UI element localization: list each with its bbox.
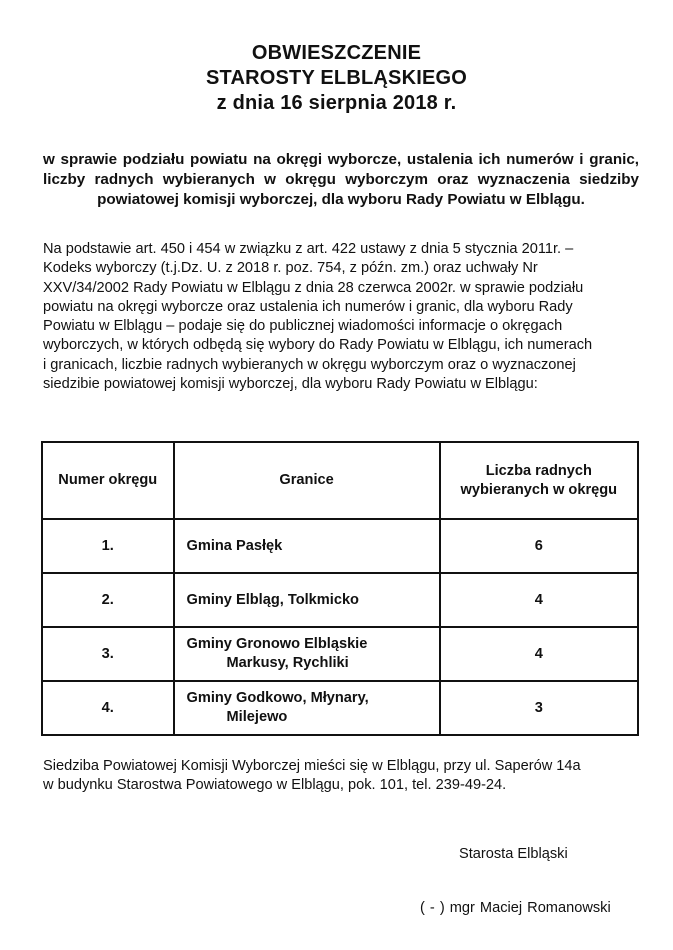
intro-line: Powiatu w Elblągu – podaje się do publicznej wiadomości informacje o okręgach — [43, 318, 563, 335]
district-seats: 3 — [440, 681, 638, 735]
footer-line: Siedziba Powiatowej Komisji Wyborczej mieści się w Elblągu, przy ul. Saperów 14a — [43, 758, 581, 774]
table-row — [42, 573, 638, 627]
header-seats — [440, 442, 638, 519]
table-row — [42, 519, 638, 573]
district-number: 2. — [42, 573, 174, 627]
table-header-row — [42, 442, 638, 519]
subject-paragraph: w sprawie podziału powiatu na okręgi wyborcze, ustalenia ich numerów i granic, liczby radnych wybieranych w okręgu wyborczym oraz wyznaczenia siedziby powiatowej komisji wyborczej, dla wyboru Rady Powiatu w Elblągu. — [43, 151, 639, 208]
district-seats: 4 — [440, 627, 638, 681]
signature-title: Starosta Elbląski — [459, 846, 568, 862]
district-bounds — [174, 519, 440, 573]
issue-date: z dnia 16 sierpnia 2018 r. — [216, 92, 457, 114]
district-bounds-line1: Gminy Elbląg, Tolkmicko — [186, 591, 359, 608]
district-seats: 4 — [440, 573, 638, 627]
district-bounds-line2: Milejewo — [226, 709, 288, 725]
table-row — [42, 681, 638, 735]
commission-seat-paragraph — [43, 757, 639, 796]
district-number: 1. — [42, 519, 174, 573]
intro-paragraph — [43, 240, 639, 394]
intro-line: Na podstawie art. 450 i 454 w związku z art. 422 ustawy z dnia 5 stycznia 2011r. – — [43, 241, 574, 257]
footer-line: w budynku Starostwa Powiatowego w Elblągu, pok. 101, tel. 239-49-24. — [43, 777, 507, 794]
header-number: Numer okręgu — [42, 442, 174, 519]
district-bounds-line1: Gminy Godkowo, Młynary, — [186, 690, 369, 706]
header-seats-line2: wybieranych w okręgu — [460, 481, 618, 498]
table-row — [42, 627, 638, 681]
district-bounds-line1: Gminy Gronowo Elbląskie — [186, 636, 368, 652]
intro-line: wyborczych, w których odbędą się wybory do Rady Powiatu w Elblągu, ich numerach — [43, 337, 593, 354]
districts-table — [41, 441, 639, 736]
district-bounds-line2: Markusy, Rychliki — [226, 655, 349, 671]
intro-line: siedzibie powiatowej komisji wyborczej, dla wyboru Rady Powiatu w Elblągu: — [43, 376, 538, 393]
header-bounds: Granice — [174, 442, 440, 519]
intro-line: i granicach, liczbie radnych wybieranych w okręgu wyborczym oraz o wyznaczonej — [43, 356, 576, 373]
header-seats-line1: Liczba radnych — [485, 462, 592, 479]
intro-line: powiatu na okręgi wyborcze oraz ustalenia ich numerów i granic, dla wyboru Rady — [43, 298, 573, 315]
district-bounds — [174, 627, 440, 681]
document-title: OBWIESZCZENIE — [251, 42, 422, 64]
district-number: 4. — [42, 681, 174, 735]
district-bounds — [174, 681, 440, 735]
district-bounds-line1: Gmina Pasłęk — [186, 537, 283, 554]
district-seats: 6 — [440, 519, 638, 573]
signature-name: ( - ) mgr Maciej Romanowski — [420, 900, 611, 916]
intro-line: XXV/34/2002 Rady Powiatu w Elblągu z dnia 28 czerwca 2002r. w sprawie podziału — [43, 279, 584, 296]
district-bounds — [174, 573, 440, 627]
district-number: 3. — [42, 627, 174, 681]
issuer-title: STAROSTY ELBLĄSKIEGO — [205, 67, 468, 89]
intro-line: Kodeks wyborczy (t.j.Dz. U. z 2018 r. poz. 754, z późn. zm.) oraz uchwały Nr — [43, 260, 538, 277]
